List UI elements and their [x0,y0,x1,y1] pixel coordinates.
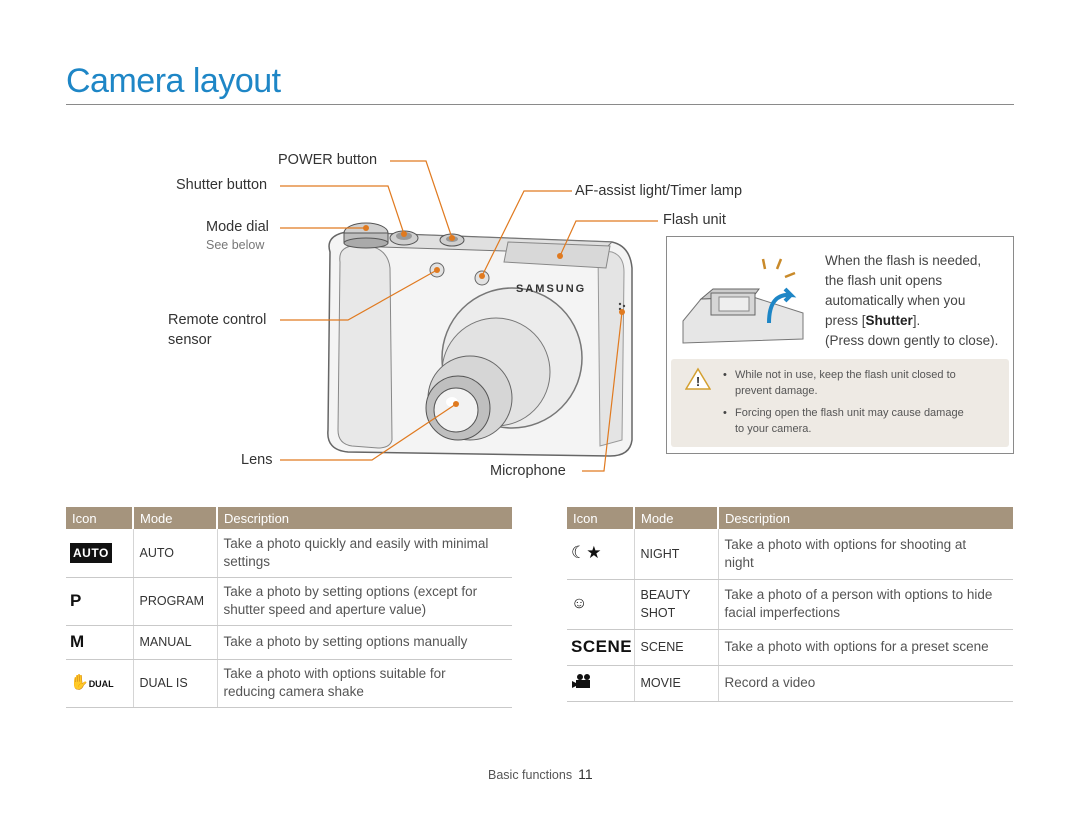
note-text: to your camera. [735,423,812,435]
callout-shutter-button: Shutter button [176,177,268,193]
flash-text-fragment: ]. [912,313,921,328]
caution-note-item [735,367,997,399]
header-mode: Mode [634,507,718,529]
flash-rays [763,259,795,277]
program-mode-icon [66,577,133,625]
mode-description: Record a video [718,665,1013,701]
dual-is-icon [66,659,133,707]
scene-mode-icon [567,629,634,665]
page-footer [488,766,593,782]
mode-name: MOVIE [634,665,718,701]
header-icon: Icon [66,507,133,529]
desc-line: Take a photo of a person with options to hide [724,587,993,602]
mode-name: MANUAL [133,625,217,659]
callout-mode-dial: Mode dial [206,219,269,235]
mode-description [217,659,512,707]
mode-description: Take a photo with options for a preset scene [718,629,1013,665]
page-number: 11 [578,766,593,782]
desc-line: Take a photo with options for shooting at [724,536,967,552]
callout-power-button: POWER button [278,152,378,168]
shutter-key-label: Shutter [865,313,913,328]
desc-line: settings [223,553,271,569]
mode-table-left [66,507,512,708]
table-row [567,665,1013,701]
callout-remote-sensor-1: Remote control [168,312,267,328]
mode-line: SHOT [640,606,676,620]
page-title: Camera layout [66,62,281,100]
mode-name: AUTO [133,529,217,577]
footer-section: Basic functions [488,768,573,782]
mode-description: Take a photo by setting options manually [217,625,512,659]
desc-line: Take a photo quickly and easily with minimal [223,535,489,551]
flash-text-fragment: press [ [825,313,866,328]
note-text: • Forcing open the flash unit may cause damage [735,407,964,419]
flash-text-line: (Press down gently to close). [825,333,999,348]
flash-info-box [666,236,1014,454]
night-mode-icon: ☾★ [567,529,634,579]
desc-line: reducing camera shake [223,684,364,699]
scene-icon-label: SCENE [571,636,633,656]
mode-description [718,579,1013,629]
header-mode: Mode [133,507,217,529]
camera-body [328,223,632,456]
desc-line: facial imperfections [724,605,841,620]
hand-icon: ✋ [70,673,89,691]
table-row [567,579,1013,629]
callout-microphone: Microphone [490,463,566,479]
note-text: • While not in use, keep the flash unit closed to [735,369,956,381]
desc-line: Take a photo with options suitable for [223,666,446,681]
callout-lens: Lens [241,452,273,468]
warning-icon [685,367,711,391]
movie-icon [567,665,634,701]
header-icon: Icon [567,507,634,529]
mode-description [217,577,512,625]
flash-text-line: the flash unit opens [825,273,943,288]
auto-mode-icon [66,529,133,577]
flash-popup-illustration [673,251,823,351]
dual-icon-label: DUAL [88,678,114,689]
callout-remote-sensor-2: sensor [168,332,212,348]
desc-line: night [724,554,754,570]
table-header-row [567,507,1013,529]
mode-table-right [567,507,1013,702]
mode-name: DUAL IS [133,659,217,707]
program-icon-label: P [70,590,82,610]
svg-text:!: ! [695,374,701,389]
mode-name: SCENE [634,629,718,665]
flash-text-line: automatically when you [825,293,966,308]
table-row [66,529,512,577]
manual-mode-icon [66,625,133,659]
mode-description [718,529,1013,579]
callout-flash-unit: Flash unit [663,212,726,228]
caution-note [671,359,1009,447]
caution-note-item [735,405,997,437]
table-row [567,629,1013,665]
header-description: Description [217,507,512,529]
mode-name: PROGRAM [133,577,217,625]
table-row [66,625,512,659]
flash-instructions [825,251,998,351]
flash-text-line [825,311,998,331]
mode-description [217,529,512,577]
mode-name [634,579,718,629]
auto-icon-label: AUTO [70,543,112,563]
table-row [567,529,1013,579]
manual-icon-label: M [70,631,85,651]
header-description: Description [718,507,1013,529]
desc-line: shutter speed and aperture value) [223,602,427,617]
table-row [66,577,512,625]
table-header-row [66,507,512,529]
desc-line: Take a photo by setting options (except for [223,584,478,599]
flash-text-line: When the flash is needed, [825,253,982,268]
note-text: prevent damage. [735,385,818,397]
movie-camera-icon [571,673,595,689]
mode-name: NIGHT [634,529,718,579]
callout-see-below: See below [206,238,265,252]
callout-af-assist: AF-assist light/Timer lamp [575,183,743,199]
mode-line: BEAUTY [640,588,691,602]
table-row [66,659,512,707]
beauty-shot-icon: ☺ [567,579,634,629]
brand-logo: SAMSUNG [516,283,587,295]
